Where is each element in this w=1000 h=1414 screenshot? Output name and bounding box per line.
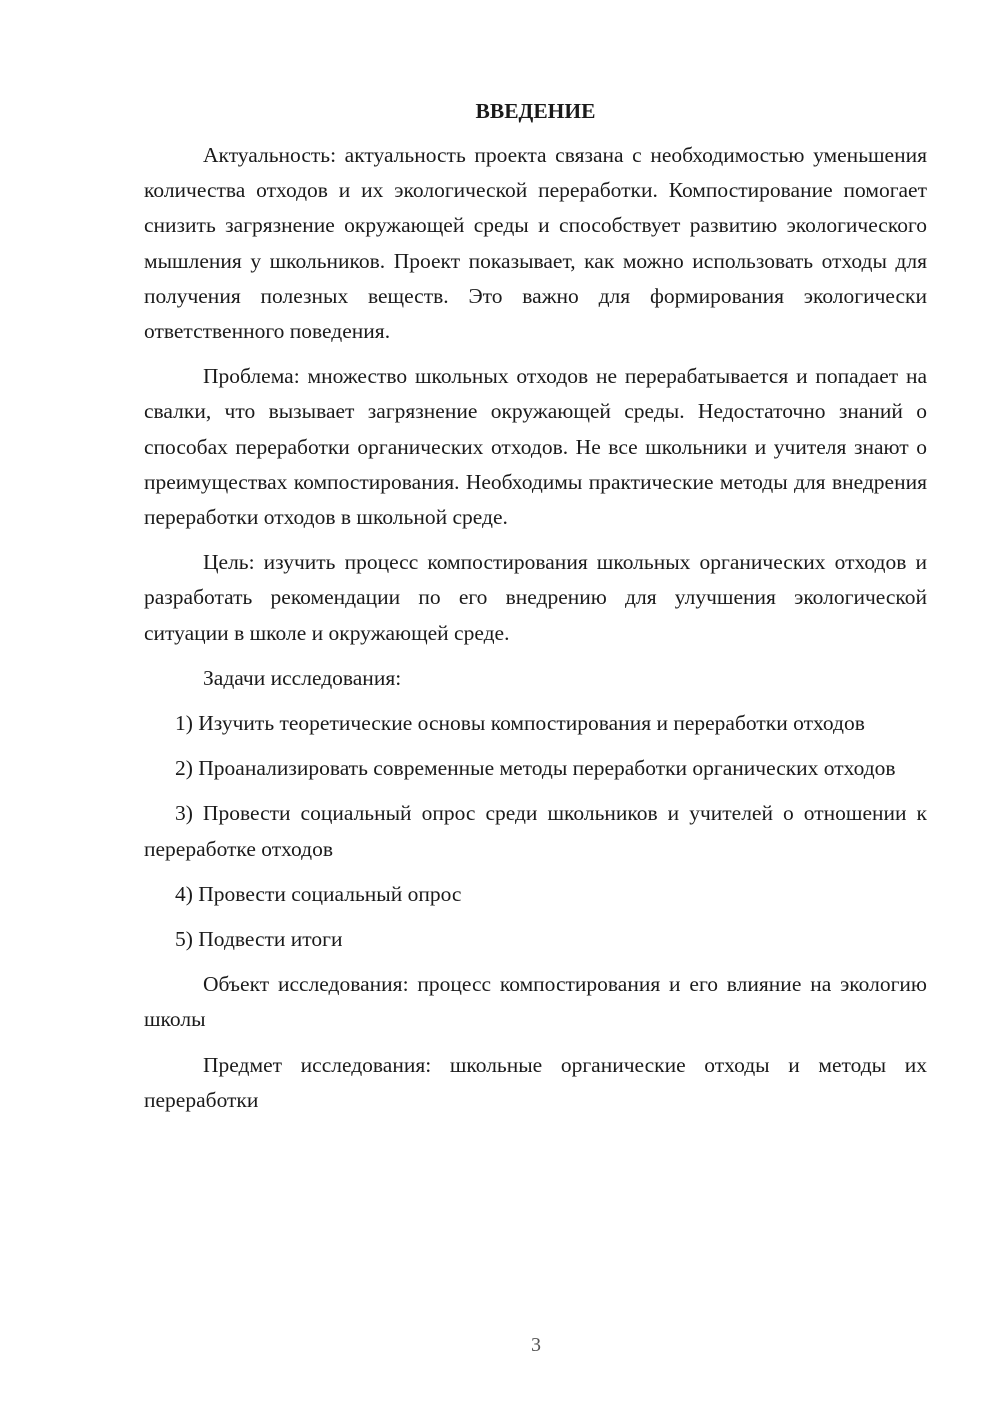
relevance-paragraph: Актуальность: актуальность проекта связана с необходимостью уменьшения количества отходов и их экологической переработки. Компостирование помогает снизить загрязнение окружающей среды и способствует развитию экологического мышления у школьников. Проект показывает, как можно использовать отходы для получения полезных веществ. Это важно для формирования экологически ответственного поведения.	[144, 143, 927, 344]
object-paragraph: Объект исследования: процесс компостирования и его влияние на экологию школы	[144, 972, 927, 1032]
task-item: 2) Проанализировать современные методы переработки органических отходов	[175, 756, 896, 781]
task-item: 4) Провести социальный опрос	[175, 881, 462, 906]
task-item: 3) Провести социальный опрос среди школьников и учителей о отношении к переработке отходов	[144, 801, 927, 861]
section-heading: ВВЕДЕНИЕ	[475, 99, 596, 123]
problem-paragraph: Проблема: множество школьных отходов не перерабатывается и попадает на свалки, что вызывает загрязнение окружающей среды. Недостаточно знаний о способах переработки органических отходов. Не все школьники и учителя знают о преимуществах компостирования. Необходимы практические методы для внедрения переработки отходов в школьной среде.	[144, 364, 927, 530]
subject-paragraph: Предмет исследования: школьные органические отходы и методы их переработки	[144, 1052, 927, 1112]
tasks-title: Задачи исследования:	[203, 665, 402, 690]
task-item: 1) Изучить теоретические основы компостирования и переработки отходов	[175, 711, 865, 736]
page-number: 3	[531, 1334, 541, 1356]
task-item: 5) Подвести итоги	[175, 927, 343, 952]
page-content	[144, 96, 927, 1118]
goal-paragraph: Цель: изучить процесс компостирования школьных органических отходов и разработать рекомендации по его внедрению для улучшения экологической ситуации в школе и окружающей среде.	[144, 550, 927, 645]
